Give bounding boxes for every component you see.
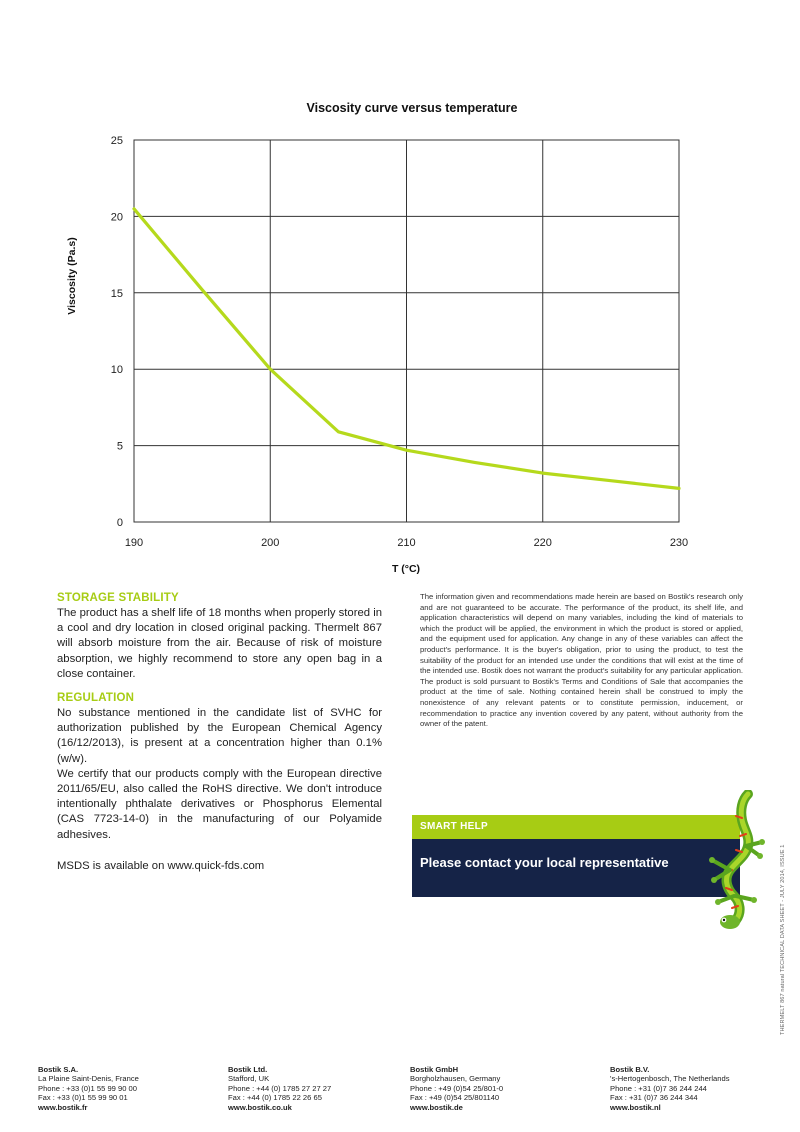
storage-text: The product has a shelf life of 18 months when properly stored in a cool and dry location in closed original packing. Thermelt 867 will absorb moisture from the air. Because of risk of moisture absorption, we highly recommend to store any open bag in a close container. [57, 607, 382, 680]
y-tick-label: 0 [116, 517, 123, 529]
footer-website-link[interactable]: www.bostik.co.uk [228, 1102, 292, 1112]
y-tick-label: 10 [110, 364, 123, 377]
footer-location: Stafford, UK [228, 1074, 270, 1084]
footer-phone: Phone : +49 (0)54 25/801-0 [410, 1083, 504, 1093]
chart-grid [134, 140, 679, 522]
footer-company-name: Bostik Ltd. [228, 1065, 268, 1074]
footer-company-uk [228, 1065, 331, 1112]
y-tick-label: 15 [110, 287, 123, 300]
msds-text: MSDS is available on www.quick-fds.com [57, 859, 265, 872]
x-tick-label: 210 [397, 537, 416, 549]
y-tick-label: 20 [110, 211, 123, 224]
footer-phone: Phone : +33 (0)1 55 99 90 00 [38, 1083, 138, 1093]
footer-website-link[interactable]: www.bostik.nl [610, 1102, 661, 1112]
footer-location: La Plaine Saint-Denis, France [38, 1074, 139, 1084]
regulation-section [57, 691, 382, 874]
footer-fax: Fax : +33 (0)1 55 99 90 01 [38, 1093, 128, 1103]
x-tick-label: 190 [124, 537, 144, 549]
chart-ticks [111, 135, 688, 549]
x-tick-label: 230 [669, 537, 689, 549]
footer-fax: Fax : +44 (0) 1785 22 26 65 [228, 1093, 322, 1103]
footer-location: Borgholzhausen, Germany [410, 1074, 501, 1084]
x-axis-label: T (°C) [391, 563, 421, 575]
footer-company-name: Bostik B.V. [610, 1065, 650, 1074]
footer-phone: Phone : +31 (0)7 36 244 244 [610, 1083, 707, 1093]
x-tick-label: 200 [261, 537, 280, 549]
y-axis-label: Viscosity (Pa.s) [66, 237, 78, 315]
footer-location: 's-Hertogenbosch, The Netherlands [610, 1074, 730, 1084]
chart-title: Viscosity curve versus temperature [306, 101, 518, 115]
x-tick-label: 220 [533, 537, 552, 549]
side-document-reference: THERMELT 867 natural TECHNICAL DATA SHEET - JULY 2014, ISSUE 1 [780, 844, 786, 1035]
y-tick-label: 25 [110, 135, 123, 147]
y-tick-label: 5 [116, 440, 123, 453]
footer-company-netherlands [610, 1065, 730, 1112]
storage-heading: STORAGE STABILITY [57, 592, 179, 604]
footer-fax: Fax : +31 (0)7 36 244 344 [610, 1093, 698, 1103]
footer-company-france [38, 1065, 139, 1112]
footer-website-link[interactable]: www.bostik.de [410, 1102, 463, 1112]
footer-company-germany [410, 1065, 503, 1112]
regulation-heading: REGULATION [57, 692, 135, 705]
storage-section [57, 591, 382, 682]
regulation-text-1: No substance mentioned in the candidate list of SVHC for authorization published by the European Chemical Agency (16/12/2013), is present at a concentration higher than 0.1% (w/w). [57, 707, 382, 765]
smart-help-message: Please contact your local representative [412, 839, 740, 897]
regulation-text-2: We certify that our products comply with the European directive 2011/65/EU, also called the RoHS directive. We don't introduce intentionally phthalate derivatives or Phosphorus Elemental (CAS 7723-14-0) in the manufacturing of our Polyamide adhesives. [57, 767, 382, 841]
smart-help-label: SMART HELP [412, 815, 740, 839]
footer-company-name: Bostik GmbH [410, 1065, 459, 1074]
footer-fax: Fax : +49 (0)54 25/801140 [410, 1093, 500, 1103]
footer-company-name: Bostik S.A. [38, 1065, 79, 1074]
footer-phone: Phone : +44 (0) 1785 27 27 27 [228, 1083, 332, 1093]
disclaimer-text: The information given and recommendations made herein are based on Bostik's research only and are not guaranteed to be accurate. The performance of the product, its shelf life, and application characteristics will depend on many variables, including the kind of materials to which the product will be applied, the environment in which the product is stored or applied, and the equipment used for application. Any change in any of these variables can affect the product's performance. It is the buyer's obligation, prior to using the product, to test the suitability of the product for an intended use under the conditions that will exist at the time of the intended use. Bostik does not warrant the product's suitability for any particular application. The product is sold pursuant to Bostik's Terms and Conditions of Sale that accompanies the product at the time of sale. Nothing contained herein shall be construed to imply the nonexistence of any relevant patents or to constitute permission, inducement, or recommendation to practice any invention covered by any patent, without authority from the owner of the patent. [420, 592, 743, 729]
gecko-mascot-icon [690, 790, 770, 930]
left-column [57, 591, 382, 883]
footer-website-link[interactable]: www.bostik.fr [38, 1102, 88, 1112]
